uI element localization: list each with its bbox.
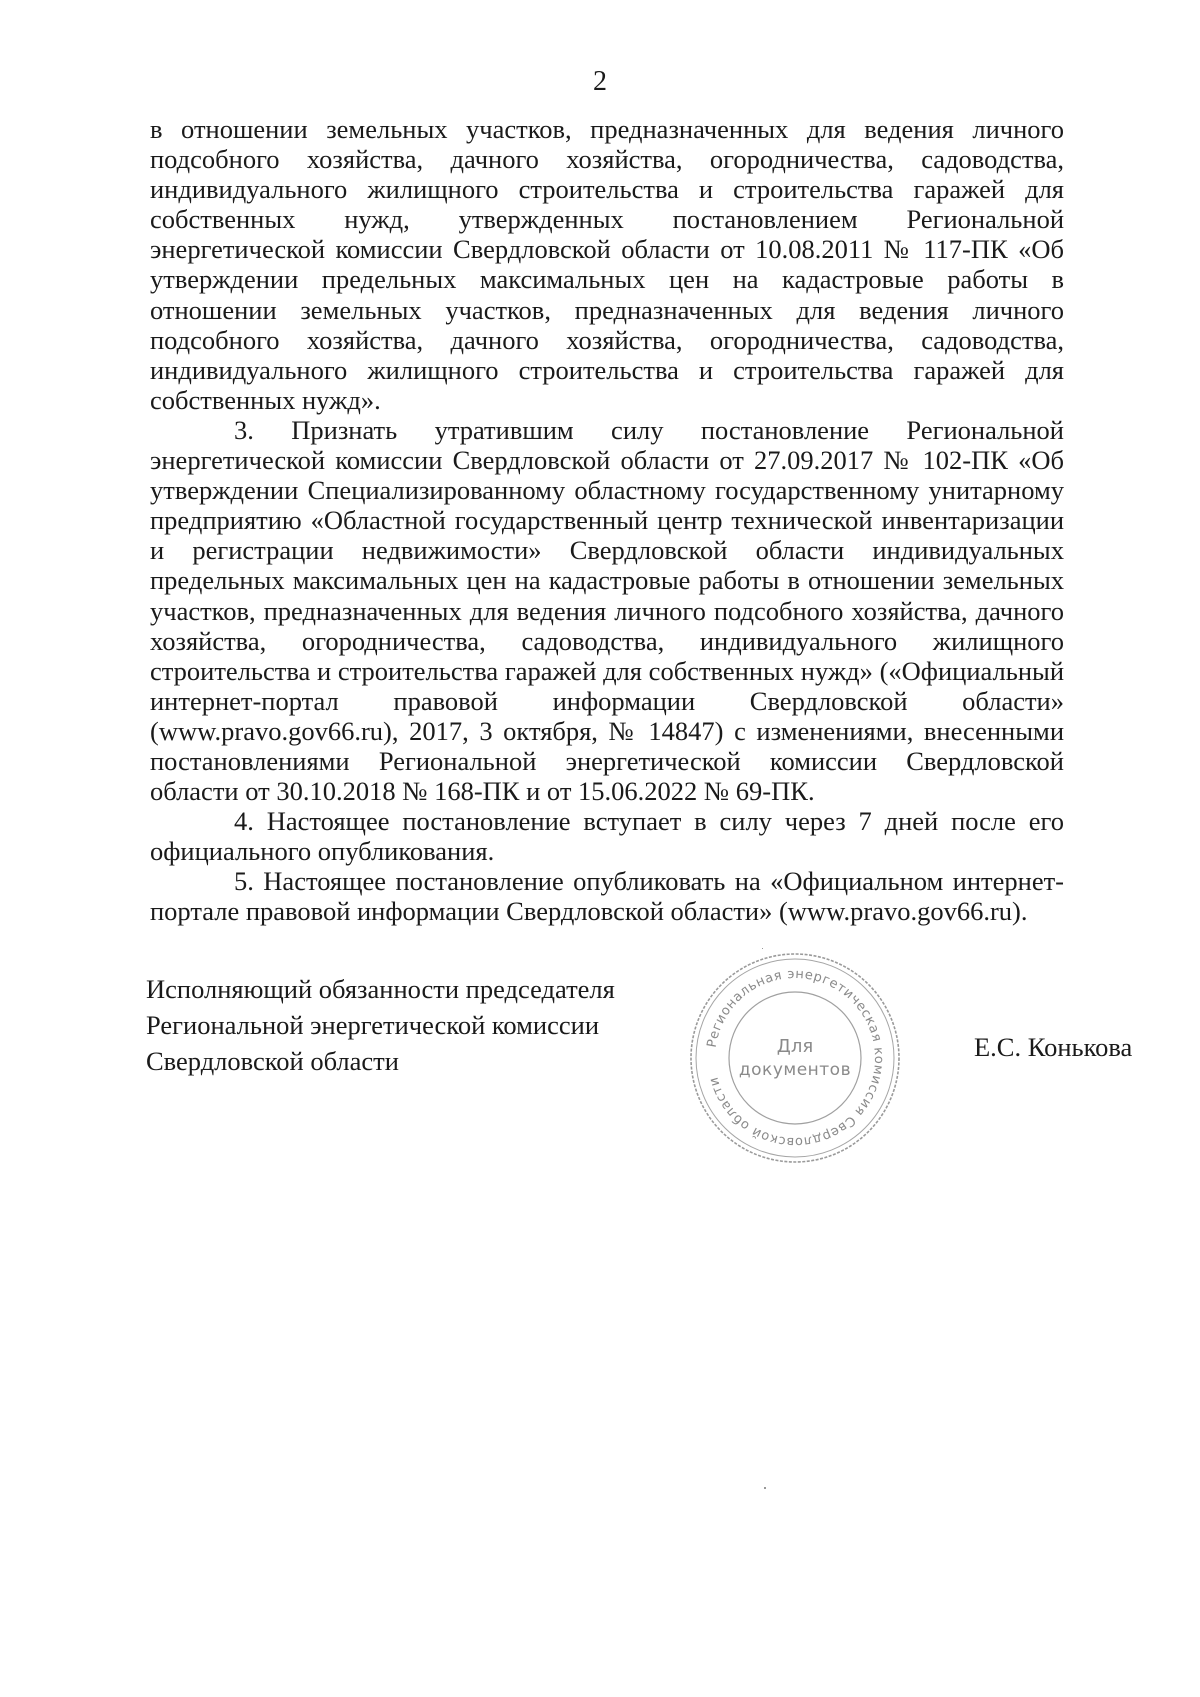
- seal-center-line-2: документов: [738, 1060, 852, 1080]
- official-seal-stamp: [686, 949, 904, 1167]
- seal-inner-ring: [729, 992, 861, 1124]
- scan-speck: [762, 948, 763, 949]
- seal-graphic: [686, 949, 904, 1167]
- signatory-position-line: Региональной энергетической комиссии: [146, 1010, 599, 1040]
- signatory-name: Е.С. Конькова: [974, 1032, 1133, 1062]
- seal-ring-textpath: Региональная энергетическая комиссия Свердловской области: [704, 966, 887, 1150]
- seal-outer-ring: [691, 954, 899, 1162]
- seal-ring-text: [705, 967, 886, 1149]
- paragraph-continuation: в отношении земельных участков, предназначенных для ведения личного подсобного хозяйства, дачного хозяйства, огородничества, садоводства, индивидуального жилищного строительства и строительства гаражей для собственных нужд, утвержденных постановлением Региональной энергетической комиссии Свердловской области от 10.08.2011 № 117-ПК «Об утверждении предельных максимальных цен на кадастровые работы в отношении земельных участков, предназначенных для ведения личного подсобного хозяйства, дачного хозяйства, огородничества, садоводства, индивидуального жилищного строительства и строительства гаражей для собственных нужд».: [150, 114, 1064, 415]
- seal-ring: [696, 959, 894, 1157]
- paragraph-item-4: 4. Настоящее постановление вступает в силу через 7 дней после его официального опубликования.: [150, 806, 1064, 867]
- signatory-position-line: Свердловской области: [146, 1046, 399, 1076]
- page-number: 2: [593, 66, 607, 97]
- scan-speck: [764, 1487, 766, 1489]
- document-body: [150, 114, 1064, 927]
- paragraph-item-3: 3. Признать утратившим силу постановление Региональной энергетической комиссии Свердловской области от 27.09.2017 № 102-ПК «Об утверждении Специализированному областному государственному унитарному предприятию «Областной государственный центр технической инвентаризации и регистрации недвижимости» Свердловской области индивидуальных предельных максимальных цен на кадастровые работы в отношении земельных участков, предназначенных для ведения личного подсобного хозяйства, дачного хозяйства, огородничества, садоводства, индивидуального жилищного строительства и строительства гаражей для собственных нужд» («Официальный интернет-портал правовой информации Свердловской области» (www.pravo.gov66.ru), 2017, 3 октября, № 14847) с изменениями, внесенными постановлениями Региональной энергетической комиссии Свердловской области от 30.10.2018 № 168-ПК и от 15.06.2022 № 69-ПК.: [150, 414, 1064, 807]
- signatory-position: [146, 971, 615, 1079]
- paragraph-item-5: 5. Настоящее постановление опубликовать на «Официальном интернет-портале правовой информации Свердловской области» (www.pravo.gov66.ru).: [150, 866, 1064, 927]
- signatory-position-line: Исполняющий обязанности председателя: [146, 974, 615, 1004]
- seal-center-line-1: Для: [776, 1036, 814, 1057]
